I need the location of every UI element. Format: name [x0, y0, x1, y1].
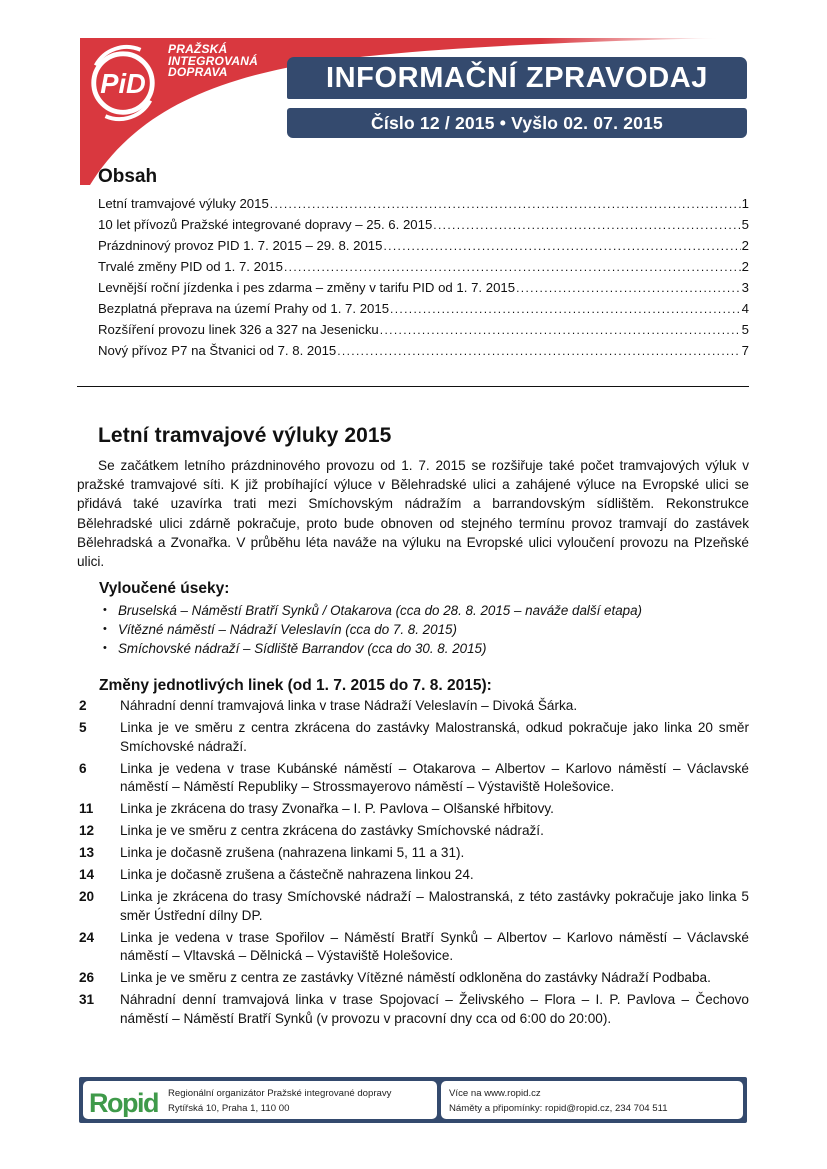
line-change-row [77, 760, 749, 797]
toc-item-page: 4 [741, 301, 749, 316]
org-name-line: DOPRAVA [168, 65, 228, 79]
bullet-icon: • [103, 623, 107, 635]
footer-contact-text [449, 1086, 668, 1116]
toc-item-page: 2 [741, 259, 749, 274]
line-changes-list [77, 697, 749, 1032]
org-name-line: INTEGROVANÁ [168, 53, 258, 68]
toc-title: Obsah [98, 166, 158, 187]
line-change-row [77, 822, 749, 841]
line-change-row [77, 844, 749, 863]
line-change-text: Linka je dočasně zrušena (nahrazena linkami 5, 11 a 31). [120, 845, 465, 860]
line-number: 11 [79, 801, 94, 816]
line-change-row [77, 719, 749, 756]
line-number: 24 [79, 929, 95, 945]
excluded-sections-heading: Vyloučené úseky: [99, 580, 230, 597]
line-change-text: Linka je vedena v trase Spořilov – Náměstí Bratří Synků – Albertov – Karlovo náměstí – Václavské náměstí – Vltavská – Dělnická – Výstaviště Holešovice. [120, 929, 749, 963]
toc-item[interactable] [98, 256, 749, 277]
page-footer [79, 1077, 747, 1123]
list-item [100, 620, 760, 639]
toc-leader [270, 194, 741, 215]
ropid-logo-text: Ropid [89, 1088, 158, 1117]
article-title: Letní tramvajové výluky 2015 [98, 424, 392, 447]
toc-leader [383, 236, 740, 257]
table-of-contents [98, 193, 749, 361]
toc-item-page: 2 [741, 238, 749, 253]
footer-org-line: Regionální organizátor Pražské integrované dopravy [168, 1088, 392, 1099]
toc-leader [390, 299, 741, 320]
footer-contact-box [441, 1081, 743, 1119]
line-number: 12 [79, 823, 95, 838]
toc-item[interactable] [98, 214, 749, 235]
list-item [100, 639, 760, 658]
line-change-row [77, 888, 749, 925]
bullet-icon: • [103, 642, 107, 654]
line-change-text: Linka je ve směru z centra ze zastávky Vítězné náměstí odkloněna do zastávky Nádraží Podbaba. [120, 970, 711, 985]
toc-item-label: Levnější roční jízdenka i pes zdarma – změny v tarifu PID od 1. 7. 2015 [98, 280, 516, 295]
section-divider [77, 386, 749, 387]
line-change-text: Linka je ve směru z centra zkrácena do zastávky Smíchovské nádraží. [120, 823, 544, 838]
list-item-text: Vítězné náměstí – Nádraží Veleslavín (cca do 7. 8. 2015) [118, 622, 457, 637]
line-number: 14 [79, 867, 95, 882]
line-change-row [77, 991, 749, 1028]
org-name-line: PRAŽSKÁ [168, 42, 228, 56]
toc-item-label: Letní tramvajové výluky 2015 [98, 196, 269, 211]
toc-item-page: 5 [741, 217, 749, 232]
toc-item[interactable] [98, 277, 749, 298]
line-change-text: Linka je vedena v trase Kubánské náměstí – Otakarova – Albertov – Karlovo náměstí – Václavské náměstí – Náměstí Republiky – Strossmayerovo náměstí – Výstaviště Holešovice. [120, 760, 749, 794]
website-link[interactable]: Více na www.ropid.cz [449, 1088, 541, 1099]
issue-info: Číslo 12 / 2015 • Vyšlo 02. 07. 2015 [287, 108, 747, 138]
footer-org-box [83, 1081, 437, 1119]
line-change-text: Náhradní denní tramvajová linka v trase Nádraží Veleslavín – Divoká Šárka. [120, 698, 578, 713]
line-change-text: Linka je zkrácena do trasy Smíchovské nádraží – Malostranská, z této zastávky pokračuje jako linka 5 směr Ústřední dílny DP. [120, 889, 749, 923]
toc-item[interactable] [98, 340, 749, 361]
line-change-text: Linka je ve směru z centra zkrácena do zastávky Malostranská, odkud pokračuje jako linka 20 směr Smíchovské nádraží. [120, 720, 749, 754]
line-change-text: Linka je zkrácena do trasy Zvonařka – I. P. Pavlova – Olšanské hřbitovy. [120, 801, 554, 816]
line-change-row [77, 800, 749, 819]
pid-logo-text: PiD [100, 67, 146, 99]
toc-item-label: Prázdninový provoz PID 1. 7. 2015 – 29. 8. 2015 [98, 238, 383, 253]
line-number: 26 [79, 970, 95, 985]
toc-item-page: 1 [741, 196, 749, 211]
newsletter-title: INFORMAČNÍ ZPRAVODAJ [287, 57, 747, 99]
list-item-text: Bruselská – Náměstí Bratří Synků / Otakarova (cca do 28. 8. 2015 – naváže další etapa) [118, 603, 642, 618]
toc-item-page: 3 [741, 280, 749, 295]
toc-leader [337, 341, 740, 362]
line-number: 20 [79, 889, 95, 904]
contact-info[interactable]: Náměty a připomínky: ropid@ropid.cz, 234 704 511 [449, 1103, 668, 1114]
line-change-text: Náhradní denní tramvajová linka v trase Spojovací – Želivského – Flora – I. P. Pavlova – Čechovo náměstí – Náměstí Bratří Synků (v provozu v pracovní dny cca od 6:00 do 20:00). [120, 992, 749, 1026]
toc-item-label: Nový přívoz P7 na Štvanici od 7. 8. 2015 [98, 343, 337, 358]
article-intro: Se začátkem letního prázdninového provozu od 1. 7. 2015 se rozšiřuje také počet tramvajových výluk v pražské tramvajové síti. K již probíhající výluce v Bělehradské ulici a zahájené výluce na Evropské ulici se přidává také uzavírka trati mezi Smíchovským nádražím a barrandovským sídlištěm. Rekonstrukce Bělehradské ulici zdárně pokračuje, proto bude obnoven od stejného termínu provoz tramvají do zastávek Bělehradská a Zvonařka. V průběhu léta naváže na výluku na Evropské ulici vyloučení provozu na Plzeňské ulici. [77, 458, 749, 570]
line-number: 31 [79, 992, 95, 1007]
bullet-icon: • [103, 604, 107, 616]
line-number: 13 [79, 845, 95, 860]
list-item-text: Smíchovské nádraží – Sídliště Barrandov (cca do 30. 8. 2015) [118, 641, 487, 656]
toc-item-page: 5 [741, 322, 749, 337]
line-change-row [77, 697, 749, 716]
toc-item[interactable] [98, 193, 749, 214]
footer-address: Rytířská 10, Praha 1, 110 00 [168, 1103, 290, 1114]
line-number: 5 [79, 720, 87, 735]
line-change-row [77, 866, 749, 885]
toc-item[interactable] [98, 319, 749, 340]
line-change-row [77, 969, 749, 988]
toc-item-label: 10 let přívozů Pražské integrované dopravy – 25. 6. 2015 [98, 217, 433, 232]
ropid-logo [88, 1085, 158, 1117]
newsletter-header [0, 0, 827, 160]
pid-logo [84, 44, 162, 122]
toc-leader [433, 215, 740, 236]
line-change-text: Linka je dočasně zrušena a částečně nahrazena linkou 24. [120, 867, 474, 882]
line-changes-heading: Změny jednotlivých linek (od 1. 7. 2015 do 7. 8. 2015): [99, 677, 492, 694]
toc-item-page: 7 [741, 343, 749, 358]
line-number: 6 [79, 760, 87, 776]
footer-org-text [168, 1086, 391, 1116]
toc-item[interactable] [98, 235, 749, 256]
toc-item[interactable] [98, 298, 749, 319]
line-number: 2 [79, 698, 87, 713]
toc-leader [516, 278, 741, 299]
toc-item-label: Bezplatná přeprava na území Prahy od 1. 7. 2015 [98, 301, 390, 316]
org-name [168, 44, 258, 79]
toc-item-label: Rozšíření provozu linek 326 a 327 na Jesenicku [98, 322, 379, 337]
list-item [100, 601, 760, 620]
toc-item-label: Trvalé změny PID od 1. 7. 2015 [98, 259, 283, 274]
toc-leader [284, 257, 741, 278]
line-change-row [77, 929, 749, 966]
toc-leader [380, 320, 741, 341]
excluded-sections-list [100, 601, 760, 658]
